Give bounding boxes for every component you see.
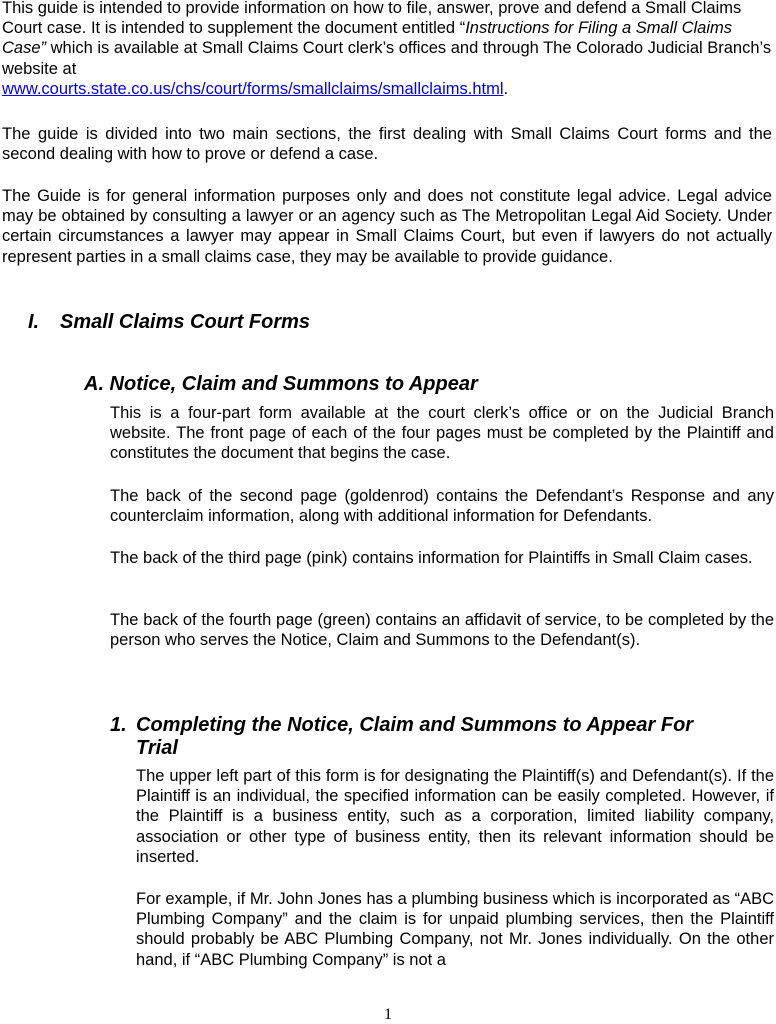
intro-paragraph-2: The guide is divided into two main sections, the first dealing with Small Claims Court forms and the second dealing with how to prove or defend a case. xyxy=(2,125,772,164)
section-title: Small Claims Court Forms xyxy=(60,311,311,333)
subsection-heading-completing-notice xyxy=(110,714,774,760)
subsection-number: 1. xyxy=(110,714,127,736)
subsection-heading-notice-claim: A. Notice, Claim and Summons to Appear xyxy=(84,373,478,395)
section-a-paragraph-2: The back of the second page (goldenrod) contains the Defendant’s Response and any counterclaim information, along with additional information for Defendants. xyxy=(110,487,774,526)
page-number: 1 xyxy=(384,1006,392,1023)
intro-p1-text-2: which is available at Small Claims Court clerk’s offices and through The Colorado Judicial Branch’s website at xyxy=(2,39,772,78)
subsection-title-line-1: Completing the Notice, Claim and Summons to Appear For xyxy=(136,714,694,736)
section-heading-forms xyxy=(28,311,310,334)
subsection-1-paragraph-2: For example, if Mr. John Jones has a plumbing business which is incorporated as “ABC Plumbing Company” and the claim is for unpaid plumbing services, then the Plaintiff should probably be ABC Plumbing Company, not Mr. Jones individually. On the other hand, if “ABC Plumbing Company” is not a xyxy=(136,890,774,969)
subsection-title-line-2: Trial xyxy=(136,737,178,759)
intro-p1-period: . xyxy=(503,79,509,98)
section-a-paragraph-3: The back of the third page (pink) contains information for Plaintiffs in Small Claim cases. xyxy=(110,549,753,567)
intro-paragraph-1 xyxy=(2,0,772,99)
subsection-1-paragraph-1: The upper left part of this form is for designating the Plaintiff(s) and Defendant(s). If the Plaintiff is an individual, the specified information can be easily completed. However, if the Plaintiff is a business entity, such as a corporation, limited liability company, association or other type of business entity, then its relevant information should be inserted. xyxy=(136,767,774,866)
section-a-paragraph-4: The back of the fourth page (green) contains an affidavit of service, to be completed by the person who serves the Notice, Claim and Summons to the Defendant(s). xyxy=(110,611,774,650)
instructions-title: Instructions for Filing a Small Claims Case” xyxy=(2,19,733,58)
intro-paragraph-3: The Guide is for general information purposes only and does not constitute legal advice. Legal advice may be obtained by consulting a lawyer or an agency such as The Metropolitan Legal Aid Society. Under certain circumstances a lawyer may appear in Small Claims Court, but even if lawyers do not actually represent parties in a small claims case, they may be available to provide guidance. xyxy=(2,187,772,266)
section-number: I. xyxy=(28,311,40,333)
smallclaims-website-link[interactable]: www.courts.state.co.us/chs/court/forms/smallclaims/smallclaims.html xyxy=(2,79,504,98)
intro-p1-text: This guide is intended to provide information on how to file, answer, prove and defend a Small Claims Court case. It is intended to supplement the document entitled “ xyxy=(2,0,742,38)
section-a-paragraph-1: This is a four-part form available at the court clerk’s office or on the Judicial Branch website. The front page of each of the four pages must be completed by the Plaintiff and constitutes the document that begins the case. xyxy=(110,404,774,463)
